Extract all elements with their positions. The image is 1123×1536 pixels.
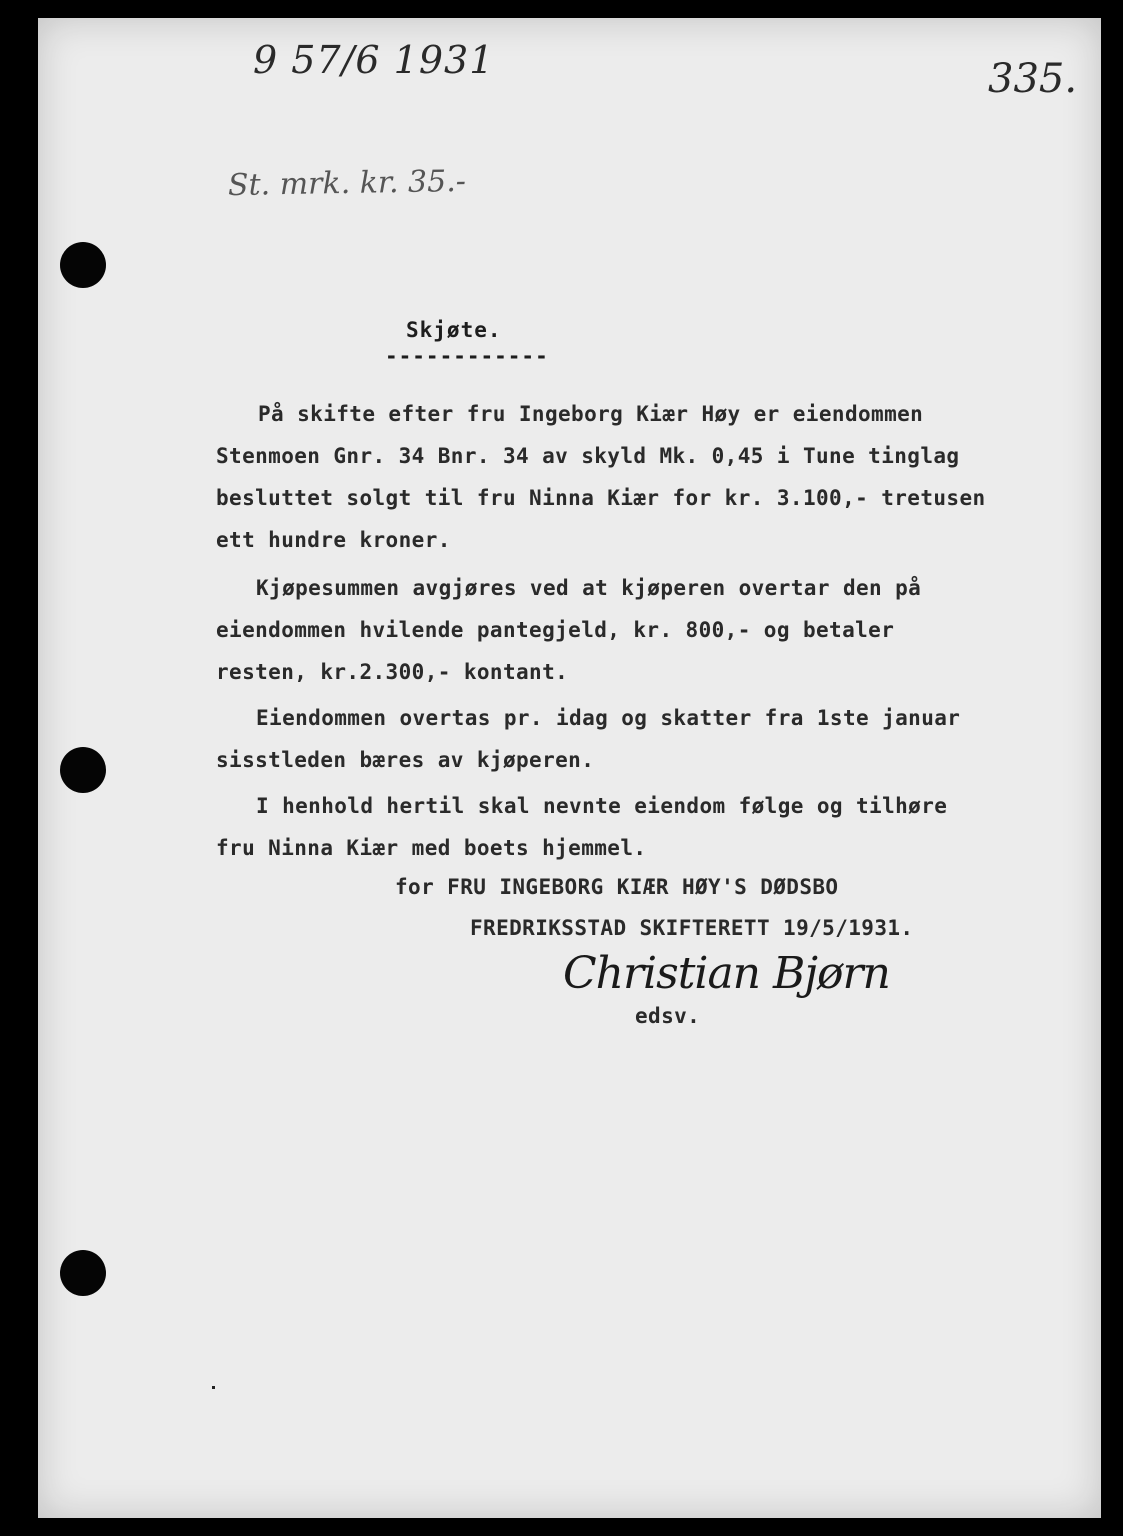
body-line: På skifte efter fru Ingeborg Kiær Høy er eiendommen <box>258 402 924 426</box>
punch-hole <box>60 1250 106 1296</box>
title-underline: ------------ <box>385 344 549 368</box>
body-line: resten, kr.2.300,- kontant. <box>216 660 569 684</box>
page-number: 335. <box>988 56 1078 102</box>
body-line: besluttet solgt til fru Ninna Kiær for kr. 3.100,- tretusen <box>216 486 986 510</box>
punch-hole <box>60 747 106 793</box>
body-line: Stenmoen Gnr. 34 Bnr. 34 av skyld Mk. 0,45 i Tune tinglag <box>216 444 960 468</box>
body-line: eiendommen hvilende pantegjeld, kr. 800,- og betaler <box>216 618 895 642</box>
body-line: sisstleden bæres av kjøperen. <box>216 748 595 772</box>
punch-hole <box>60 242 106 288</box>
body-line: fru Ninna Kiær med boets hjemmel. <box>216 836 647 860</box>
stamp-duty-note: St. mrk. kr. 35.- <box>227 163 467 204</box>
body-line: Kjøpesummen avgjøres ved at kjøperen overtar den på <box>256 576 922 600</box>
closing-estate-line: for FRU INGEBORG KIÆR HØY'S DØDSBO <box>395 875 839 899</box>
closing-court-line: FREDRIKSSTAD SKIFTERETT 19/5/1931. <box>470 916 914 940</box>
body-line: I henhold hertil skal nevnte eiendom følge og tilhøre <box>256 794 948 818</box>
body-line: Eiendommen overtas pr. idag og skatter fra 1ste januar <box>256 706 961 730</box>
handwritten-date: 9 57/6 1931 <box>253 38 495 82</box>
document-title: Skjøte. <box>406 318 502 342</box>
document-page <box>38 18 1101 1518</box>
handwritten-signature: Christian Bjørn <box>563 948 890 999</box>
margin-mark <box>212 1386 215 1389</box>
signature-suffix: edsv. <box>635 1004 701 1028</box>
body-line: ett hundre kroner. <box>216 528 451 552</box>
